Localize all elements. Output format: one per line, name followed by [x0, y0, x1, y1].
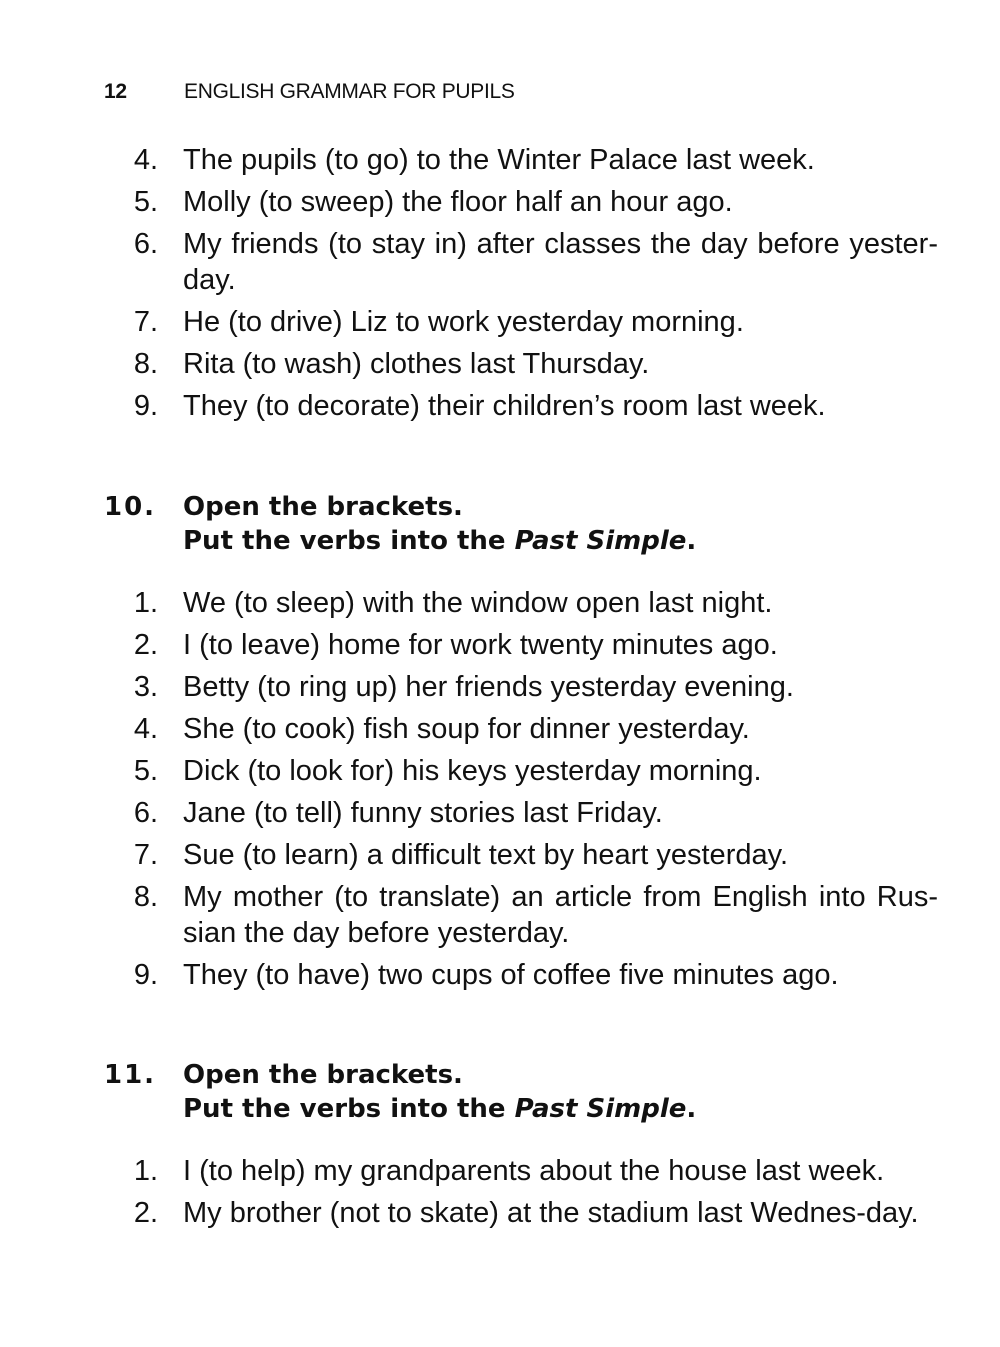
item-number: 5.	[133, 186, 158, 218]
exercise-10-heading	[0, 490, 1000, 558]
continued-exercise-list	[0, 142, 1000, 430]
exercise-10-list	[0, 585, 1000, 999]
item-text: Dick (to look for) his keys yesterday morning.	[183, 755, 762, 787]
instruction-prefix: Put the verbs into the	[183, 1094, 515, 1124]
item-text: They (to decorate) their children’s room last week.	[183, 390, 826, 422]
item-number: 4.	[133, 144, 158, 176]
item-text: He (to drive) Liz to work yesterday morning.	[183, 306, 744, 338]
item-number: 7.	[133, 306, 158, 338]
page-header	[104, 80, 515, 104]
item-text: She (to cook) fish soup for dinner yesterday.	[183, 713, 750, 745]
page-number: 12	[104, 80, 127, 103]
list-item	[0, 627, 1000, 663]
exercise-instructions	[183, 490, 1000, 558]
list-item	[0, 226, 1000, 298]
item-text: Sue (to learn) a difficult text by heart yesterday.	[183, 839, 789, 871]
list-item	[0, 669, 1000, 705]
item-text: We (to sleep) with the window open last night.	[183, 587, 773, 619]
item-text: I (to leave) home for work twenty minutes ago.	[183, 629, 778, 661]
item-text: Rita (to wash) clothes last Thursday.	[183, 348, 650, 380]
item-number: 6.	[133, 797, 158, 829]
item-number: 6.	[133, 228, 158, 260]
instruction-line-2	[183, 524, 1000, 558]
list-item	[0, 753, 1000, 789]
instruction-suffix: .	[686, 526, 697, 556]
instruction-suffix: .	[686, 1094, 697, 1124]
list-item	[0, 957, 1000, 993]
item-number: 2.	[133, 629, 158, 661]
instruction-line-1: Open the brackets.	[183, 1060, 463, 1090]
instruction-line-2	[183, 1092, 1000, 1126]
item-number: 2.	[133, 1197, 158, 1229]
list-item	[0, 1153, 1000, 1189]
item-text: Molly (to sweep) the floor half an hour ago.	[183, 186, 733, 218]
item-number: 1.	[133, 587, 158, 619]
list-item	[0, 142, 1000, 178]
list-item	[0, 879, 1000, 951]
item-number: 8.	[133, 348, 158, 380]
exercise-11-heading	[0, 1058, 1000, 1126]
item-number: 8.	[133, 881, 158, 913]
exercise-number: 11.	[104, 1060, 157, 1090]
exercise-instructions	[183, 1058, 1000, 1126]
list-item	[0, 795, 1000, 831]
list-item	[0, 388, 1000, 424]
tense-name: Past Simple	[514, 526, 687, 556]
list-item	[0, 585, 1000, 621]
instruction-prefix: Put the verbs into the	[183, 526, 515, 556]
exercise-11-list	[0, 1153, 1000, 1237]
exercise-number: 10.	[104, 492, 157, 522]
tense-name: Past Simple	[514, 1094, 687, 1124]
item-text: Jane (to tell) funny stories last Friday.	[183, 797, 663, 829]
item-text: My friends (to stay in) after classes the day before yester-day.	[183, 228, 938, 296]
item-text: My mother (to translate) an article from English into Rus-sian the day before yesterday.	[183, 881, 938, 949]
list-item	[0, 837, 1000, 873]
item-number: 4.	[133, 713, 158, 745]
item-number: 5.	[133, 755, 158, 787]
item-text: They (to have) two cups of coffee five minutes ago.	[183, 959, 839, 991]
list-item	[0, 184, 1000, 220]
item-number: 9.	[133, 959, 158, 991]
item-text: My brother (not to skate) at the stadium last Wednes-day.	[183, 1197, 919, 1229]
list-item	[0, 711, 1000, 747]
item-text: The pupils (to go) to the Winter Palace last week.	[183, 144, 815, 176]
instruction-line-1: Open the brackets.	[183, 492, 463, 522]
list-item	[0, 346, 1000, 382]
item-number: 1.	[133, 1155, 158, 1187]
list-item	[0, 1195, 1000, 1231]
running-title: ENGLISH GRAMMAR FOR PUPILS	[184, 80, 515, 103]
item-text: Betty (to ring up) her friends yesterday evening.	[183, 671, 794, 703]
item-number: 7.	[133, 839, 158, 871]
item-text: I (to help) my grandparents about the house last week.	[183, 1155, 885, 1187]
item-number: 3.	[133, 671, 158, 703]
item-number: 9.	[133, 390, 158, 422]
list-item	[0, 304, 1000, 340]
